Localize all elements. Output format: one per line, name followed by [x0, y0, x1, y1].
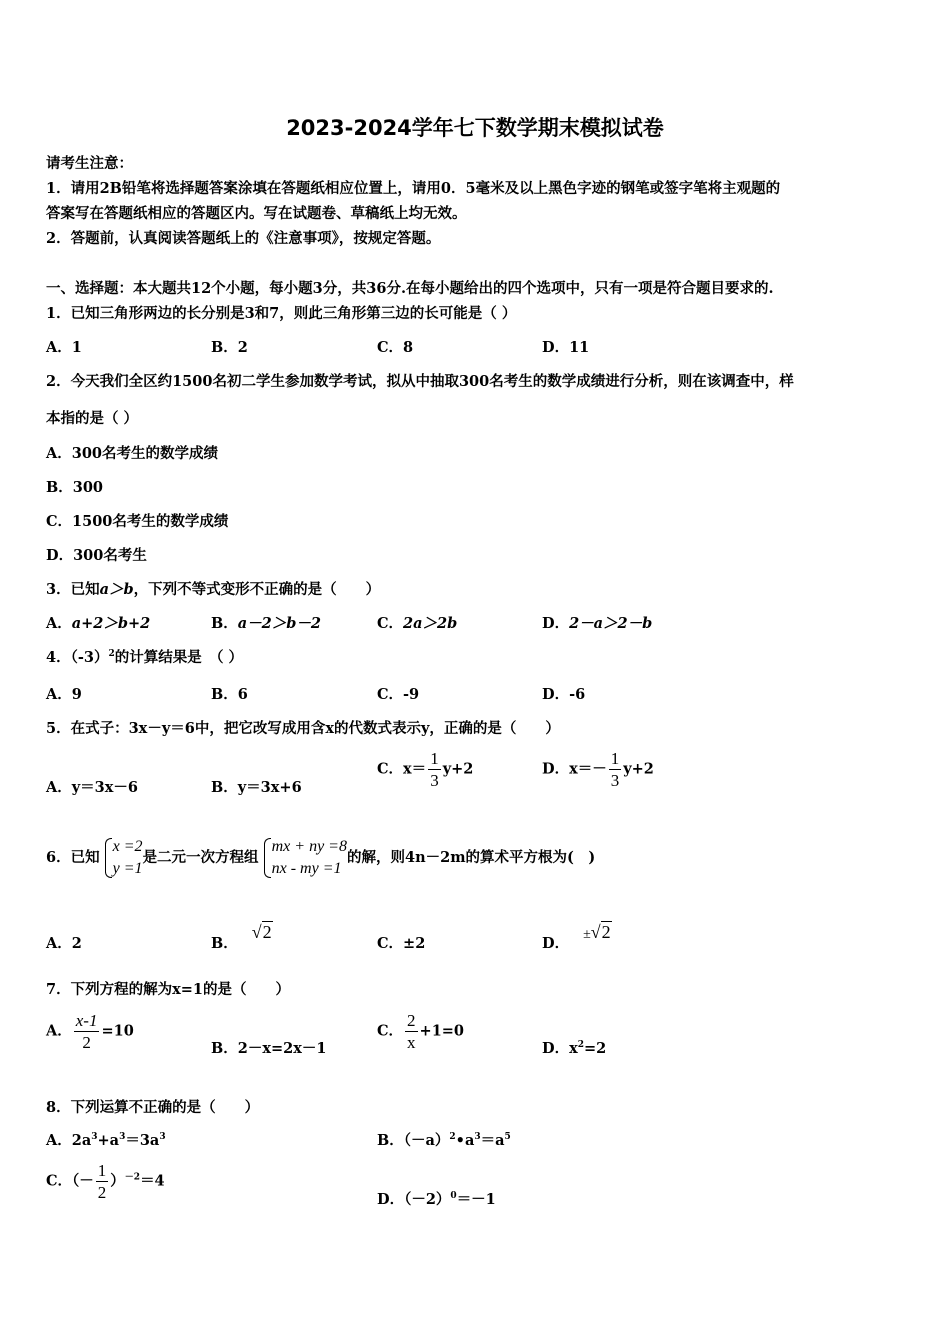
question-2-stem-1: 2．今天我们全区约1500名初二学生参加数学考试，拟从中抽取300名考生的数学成绩进行分析，则在该调查中，样	[46, 373, 794, 390]
q6-solution-system	[105, 836, 143, 880]
q3-stem-suffix: ，下列不等式变形不正确的是（ ）	[133, 581, 381, 598]
exponent: 3	[119, 1132, 126, 1143]
q7-option-a-suffix: =10	[101, 1022, 134, 1040]
exponent: 2	[449, 1132, 456, 1143]
q5-option-c	[377, 750, 473, 789]
fraction-numerator: x-1	[75, 1011, 98, 1030]
q1-option-c: C．8	[377, 339, 414, 356]
q6-stem-prefix: 6．已知	[46, 849, 100, 866]
q8-option-d	[377, 1188, 496, 1209]
q4-option-a: A．9	[46, 686, 82, 703]
fraction-numerator: 1	[430, 749, 439, 768]
exponent: 5	[504, 1132, 511, 1143]
q2-option-a: A．300名考生的数学成绩	[46, 445, 219, 462]
q3-option-c-expr: 2a＞2b	[403, 615, 458, 632]
question-8-stem: 8．下列运算不正确的是（ ）	[46, 1099, 260, 1116]
q5-option-d	[542, 750, 654, 789]
exponent: 0	[450, 1191, 457, 1202]
radicand: 2	[262, 922, 272, 942]
q7-option-d-exponent: 2	[577, 1040, 584, 1051]
q8-option-c-text: ＝4	[140, 1172, 165, 1190]
system-row: y =1	[112, 860, 143, 877]
q3-option-c-label: C．	[377, 615, 404, 632]
q5-option-d-suffix: y+2	[623, 760, 654, 778]
q8-option-d-text: D．（－2）	[377, 1191, 451, 1208]
q2-option-c: C．1500名考生的数学成绩	[46, 513, 229, 530]
q7-option-d	[542, 1037, 606, 1058]
q3-option-d-expr: 2－a＞2－b	[569, 615, 653, 632]
exponent: 3	[159, 1132, 166, 1143]
q5-option-c-fraction	[428, 750, 441, 789]
q8-option-c	[46, 1162, 165, 1201]
q3-condition: a＞b	[99, 581, 134, 598]
q8-option-c-text: C．（－	[46, 1172, 94, 1190]
q3-option-d	[542, 612, 652, 633]
q3-option-b	[211, 612, 321, 633]
q3-option-c	[377, 612, 457, 633]
q5-option-a: A．y＝3x－6	[46, 779, 138, 796]
system-row: mx + ny =8	[271, 838, 347, 855]
q6-option-d	[542, 922, 612, 952]
question-2-stem-2: 本指的是（ ）	[46, 410, 139, 427]
system-row: x =2	[112, 838, 143, 855]
q7-option-c-suffix: +1=0	[419, 1022, 465, 1040]
q8-option-c-fraction	[96, 1162, 109, 1201]
q6-stem-middle: 是二元一次方程组	[142, 849, 259, 866]
q8-option-a	[46, 1129, 166, 1150]
question-1-stem: 1．已知三角形两边的长分别是3和7，则此三角形第三边的长可能是（ ）	[46, 305, 517, 322]
q5-option-d-label: D．x＝－	[542, 760, 607, 778]
notice-line-2: 答案写在答题纸相应的答题区内。写在试题卷、草稿纸上均无效。	[46, 205, 467, 222]
exponent: －2	[124, 1172, 141, 1183]
q6-equation-system	[264, 836, 347, 880]
q6-stem-suffix: 的解，则4n－2m的算术平方根为( )	[346, 849, 596, 866]
section-heading: 一、选择题：本大题共12个小题，每小题3分，共36分.在每小题给出的四个选项中，只有一项是符合题目要求的.	[46, 280, 774, 297]
fraction-numerator: 1	[610, 749, 620, 768]
fraction-denominator: 3	[430, 771, 439, 790]
fraction-denominator: 2	[74, 1031, 100, 1051]
q5-option-b: B．y＝3x+6	[211, 779, 302, 796]
exponent: 3	[474, 1132, 481, 1143]
q7-option-c-fraction	[405, 1012, 418, 1051]
q7-option-c	[377, 1012, 464, 1051]
radicand: 2	[601, 922, 611, 942]
question-3-stem	[46, 578, 380, 599]
q8-option-a-text: +a	[97, 1132, 120, 1149]
q2-option-b: B．300	[46, 479, 104, 496]
q7-option-c-label: C．	[377, 1022, 404, 1040]
q8-option-b-text: B．（－a）	[377, 1132, 450, 1149]
q8-option-d-text: ＝－1	[456, 1191, 496, 1208]
notice-line-1: 1．请用2B铅笔将选择题答案涂填在答题纸相应位置上，请用0．5毫米及以上黑色字迹的钢笔或签字笔将主观题的	[46, 180, 781, 197]
q1-option-a: A．1	[46, 339, 82, 356]
q3-option-a-expr: a+2＞b+2	[71, 615, 151, 632]
q2-option-d: D．300名考生	[46, 547, 147, 564]
q4-stem-suffix: 的计算结果是 （ ）	[114, 649, 244, 666]
fraction-denominator: 3	[610, 771, 620, 790]
q6-option-b-label: B．	[211, 935, 238, 952]
q7-option-b: B．2－x=2x－1	[211, 1040, 327, 1057]
plus-minus-sign: ±	[583, 927, 591, 942]
fraction-numerator: 2	[407, 1011, 416, 1030]
question-4-stem	[46, 646, 243, 667]
q1-option-b: B．2	[211, 339, 248, 356]
q8-option-c-text: ）	[110, 1172, 125, 1190]
fraction-numerator: 1	[97, 1161, 107, 1180]
q8-option-b-text: ＝a	[480, 1132, 505, 1149]
q3-option-b-label: B．	[211, 615, 238, 632]
exponent: 3	[91, 1132, 98, 1143]
q3-option-a	[46, 612, 150, 633]
q3-option-b-expr: a－2＞b－2	[237, 615, 321, 632]
q4-option-b: B．6	[211, 686, 248, 703]
q7-option-a-fraction	[74, 1012, 100, 1051]
fraction-denominator: 2	[97, 1183, 107, 1202]
q7-option-d-suffix: =2	[584, 1040, 607, 1057]
question-5-stem: 5．在式子：3x－y＝6中，把它改写成用含x的代数式表示y，正确的是（ ）	[46, 720, 560, 737]
q6-option-b	[211, 922, 273, 952]
q6-option-c: C．±2	[377, 935, 426, 952]
q4-option-d: D．-6	[542, 686, 586, 703]
plus-minus-square-root: ±√2	[583, 922, 611, 942]
q1-option-d: D．11	[542, 339, 590, 356]
q6-option-d-label: D．	[542, 935, 570, 952]
system-row: nx - my =1	[271, 860, 342, 877]
q4-exponent: 2	[108, 649, 115, 660]
square-root-sign: √2	[251, 922, 272, 942]
q5-option-c-label: C．x＝	[377, 760, 427, 778]
q8-option-b	[377, 1129, 511, 1150]
page-title: 2023-2024学年七下数学期末模拟试卷	[286, 116, 664, 140]
fraction-denominator: x	[407, 1033, 416, 1052]
q4-stem-prefix: 4．（-3）	[46, 649, 109, 666]
notice-heading: 请考生注意：	[46, 155, 133, 172]
q3-option-a-label: A．	[46, 615, 72, 632]
q8-option-a-text: A．2a	[46, 1132, 92, 1149]
q8-option-a-text: ＝3a	[125, 1132, 160, 1149]
q5-option-c-suffix: y+2	[442, 760, 474, 778]
notice-line-3: 2．答题前，认真阅读答题纸上的《注意事项》，按规定答题。	[46, 230, 441, 247]
q3-stem-prefix: 3．已知	[46, 581, 100, 598]
q5-option-d-fraction	[609, 750, 622, 789]
q7-option-a	[46, 1012, 134, 1051]
q6-option-a: A．2	[46, 935, 82, 952]
q7-option-a-label: A．	[46, 1022, 72, 1040]
q7-option-d-label: D．x	[542, 1040, 578, 1057]
q3-option-d-label: D．	[542, 615, 570, 632]
question-7-stem: 7．下列方程的解为x=1的是（ ）	[46, 981, 290, 998]
q8-option-b-text: •a	[455, 1132, 475, 1149]
question-6-stem	[46, 836, 595, 880]
q4-option-c: C．-9	[377, 686, 420, 703]
